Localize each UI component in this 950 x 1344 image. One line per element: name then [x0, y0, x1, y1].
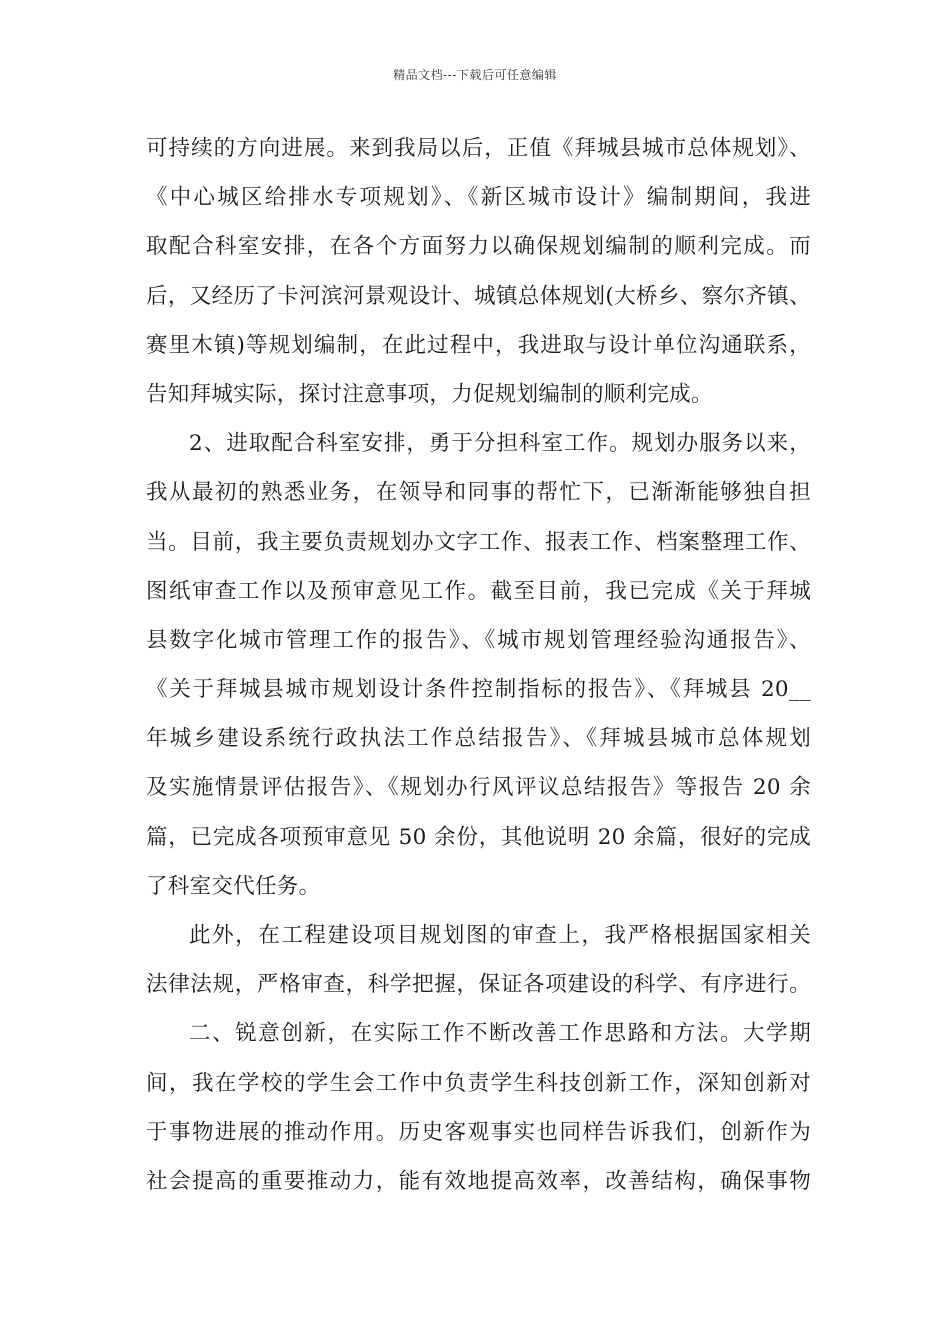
text-line: 年城乡建设系统行政执法工作总结报告》、《拜城县城市总体规划: [146, 726, 811, 752]
text-line: 取配合科室安排，在各个方面努力以确保规划编制的顺利完成。而: [146, 234, 811, 260]
text-line: 县数字化城市管理工作的报告》、《城市规划管理经验沟通报告》、: [146, 627, 811, 653]
text-line: 可持续的方向进展。来到我局以后，正值《拜城县城市总体规划》、: [146, 136, 811, 161]
paragraph-start-line: 二、锐意创新，在实际工作不断改善工作思路和方法。大学期: [189, 1021, 811, 1047]
text-line: 了科室交代任务。: [146, 873, 321, 899]
text-line: 篇，已完成各项预审意见 50 余份，其他说明 20 余篇，很好的完成: [146, 824, 811, 850]
text-line: 《中心城区给排水专项规划》、《新区城市设计》编制期间，我进: [146, 185, 811, 211]
page-header: 精品文档---下载后可任意编辑: [393, 68, 557, 82]
text-line: 后，又经历了卡河滨河景观设计、城镇总体规划(大桥乡、察尔齐镇、: [146, 283, 811, 309]
text-line: 间，我在学校的学生会工作中负责学生科技创新工作，深知创新对: [146, 1070, 811, 1096]
text-line: 社会提高的重要推动力，能有效地提高效率，改善结构，确保事物: [146, 1168, 811, 1194]
text-line: 法律法规，严格审查，科学把握，保证各项建设的科学、有序进行。: [146, 972, 811, 998]
text-line: 及实施情景评估报告》、《规划办行风评议总结报告》等报告 20 余: [146, 775, 811, 801]
text-line: 我从最初的熟悉业务，在领导和同事的帮忙下，已渐渐能够独自担: [146, 480, 811, 506]
text-line: 当。目前，我主要负责规划办文字工作、报表工作、档案整理工作、: [146, 529, 811, 555]
paragraph-start-line: 此外，在工程建设项目规划图的审查上，我严格根据国家相关: [189, 923, 811, 948]
document-body: [146, 124, 811, 1206]
paragraph-start-line: 2、进取配合科室安排，勇于分担科室工作。规划办服务以来，: [189, 431, 811, 457]
text-line: 赛里木镇)等规划编制，在此过程中，我进取与设计单位沟通联系，: [146, 332, 811, 358]
text-line: 《关于拜城县城市规划设计条件控制指标的报告》、《拜城县 20__: [146, 677, 811, 703]
text-line: 图纸审查工作以及预审意见工作。截至目前，我已完成《关于拜城: [146, 578, 811, 604]
text-line: 告知拜城实际，探讨注意事项，力促规划编制的顺利完成。: [146, 381, 713, 407]
text-line: 于事物进展的推动作用。历史客观事实也同样告诉我们，创新作为: [146, 1119, 811, 1145]
